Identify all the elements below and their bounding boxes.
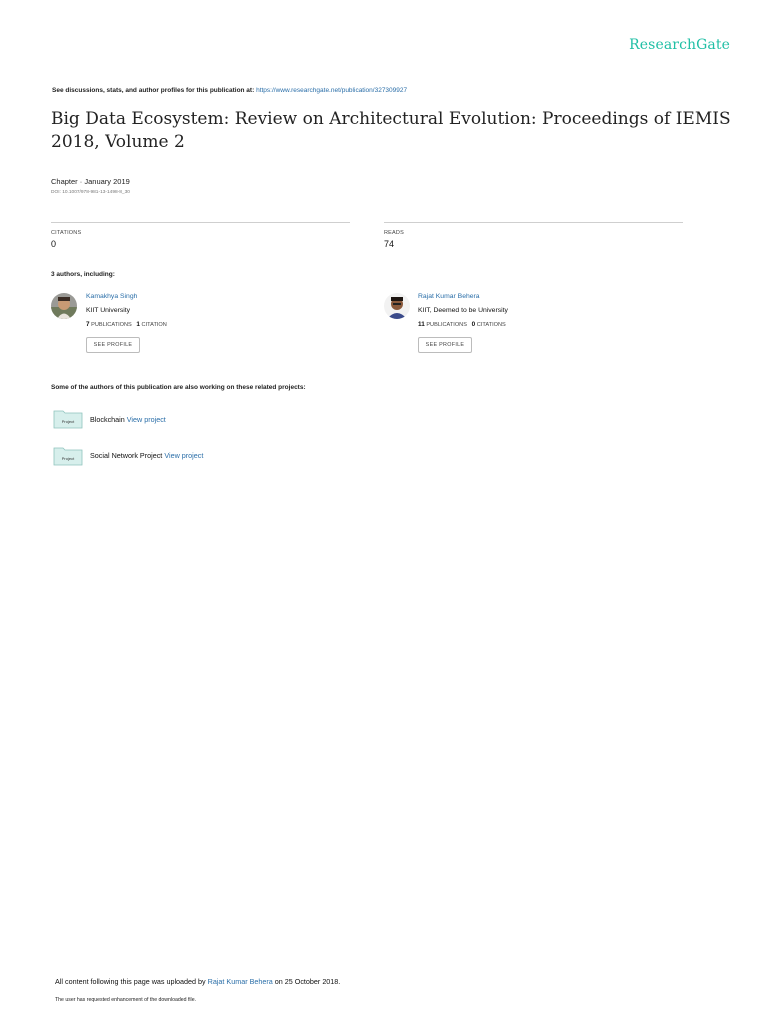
project-name: Social Network Project bbox=[90, 451, 163, 460]
folder-icon bbox=[53, 409, 83, 429]
upload-prefix: All content following this page was uploaded by bbox=[55, 977, 206, 986]
author-name-link[interactable]: Kamakhya Singh bbox=[86, 293, 138, 300]
upload-note bbox=[55, 977, 340, 986]
see-profile-button[interactable]: SEE PROFILE bbox=[86, 337, 140, 353]
author-stats bbox=[86, 321, 167, 328]
citations-value: 0 bbox=[51, 239, 57, 249]
project-item bbox=[90, 451, 203, 460]
see-profile-button[interactable]: SEE PROFILE bbox=[418, 337, 472, 353]
author-avatar[interactable] bbox=[51, 293, 77, 319]
author-photo-icon bbox=[384, 293, 410, 319]
publication-doi: DOI: 10.1007/978-981-13-1498-8_30 bbox=[51, 190, 130, 195]
folder-icon bbox=[53, 446, 83, 466]
upload-suffix: on 25 October 2018. bbox=[274, 977, 341, 986]
author-citations-count: 1 bbox=[136, 321, 140, 328]
discussion-line bbox=[52, 87, 407, 94]
author-name-link[interactable]: Rajat Kumar Behera bbox=[418, 293, 480, 300]
publication-url-link[interactable]: https://www.researchgate.net/publication/327309927 bbox=[256, 87, 408, 94]
discussion-text: See discussions, stats, and author profiles for this publication at: bbox=[52, 87, 255, 94]
citations-divider bbox=[51, 222, 350, 223]
publications-count: 11 bbox=[418, 321, 425, 328]
author-citations-label: CITATIONS bbox=[476, 322, 506, 328]
projects-heading: Some of the authors of this publication are also working on these related projects: bbox=[51, 384, 306, 391]
author-citations-label: CITATION bbox=[141, 322, 167, 328]
author-avatar[interactable] bbox=[384, 293, 410, 319]
reads-divider bbox=[384, 222, 683, 223]
view-project-link[interactable]: View project bbox=[126, 415, 166, 424]
author-stats bbox=[418, 321, 506, 328]
reads-label: READS bbox=[384, 230, 404, 236]
publications-label: PUBLICATIONS bbox=[91, 322, 132, 328]
enhancement-note: The user has requested enhancement of the downloaded file. bbox=[55, 997, 197, 1003]
author-photo-icon bbox=[51, 293, 77, 319]
project-name: Blockchain bbox=[90, 415, 125, 424]
view-project-link[interactable]: View project bbox=[164, 451, 204, 460]
project-item bbox=[90, 415, 166, 424]
authors-heading: 3 authors, including: bbox=[51, 271, 115, 278]
citations-label: CITATIONS bbox=[51, 230, 82, 236]
author-citations-count: 0 bbox=[471, 321, 476, 328]
project-folder-icon[interactable] bbox=[53, 409, 83, 429]
reads-value: 74 bbox=[384, 239, 395, 249]
uploader-link[interactable]: Rajat Kumar Behera bbox=[207, 977, 273, 986]
author-institution: KIIT, Deemed to be University bbox=[418, 307, 508, 314]
project-folder-icon[interactable] bbox=[53, 446, 83, 466]
project-icon-label: Project bbox=[61, 456, 75, 461]
project-icon-label: Project bbox=[61, 419, 75, 424]
author-institution: KIIT University bbox=[86, 307, 131, 314]
publication-meta: Chapter · January 2019 bbox=[51, 177, 130, 186]
publications-count: 7 bbox=[86, 321, 90, 328]
publications-label: PUBLICATIONS bbox=[426, 322, 467, 328]
publication-title: Big Data Ecosystem: Review on Architectural Evolution: Proceedings of IEMIS 2018, Volume 2 bbox=[51, 109, 731, 152]
researchgate-logo[interactable]: ResearchGate bbox=[629, 37, 730, 53]
